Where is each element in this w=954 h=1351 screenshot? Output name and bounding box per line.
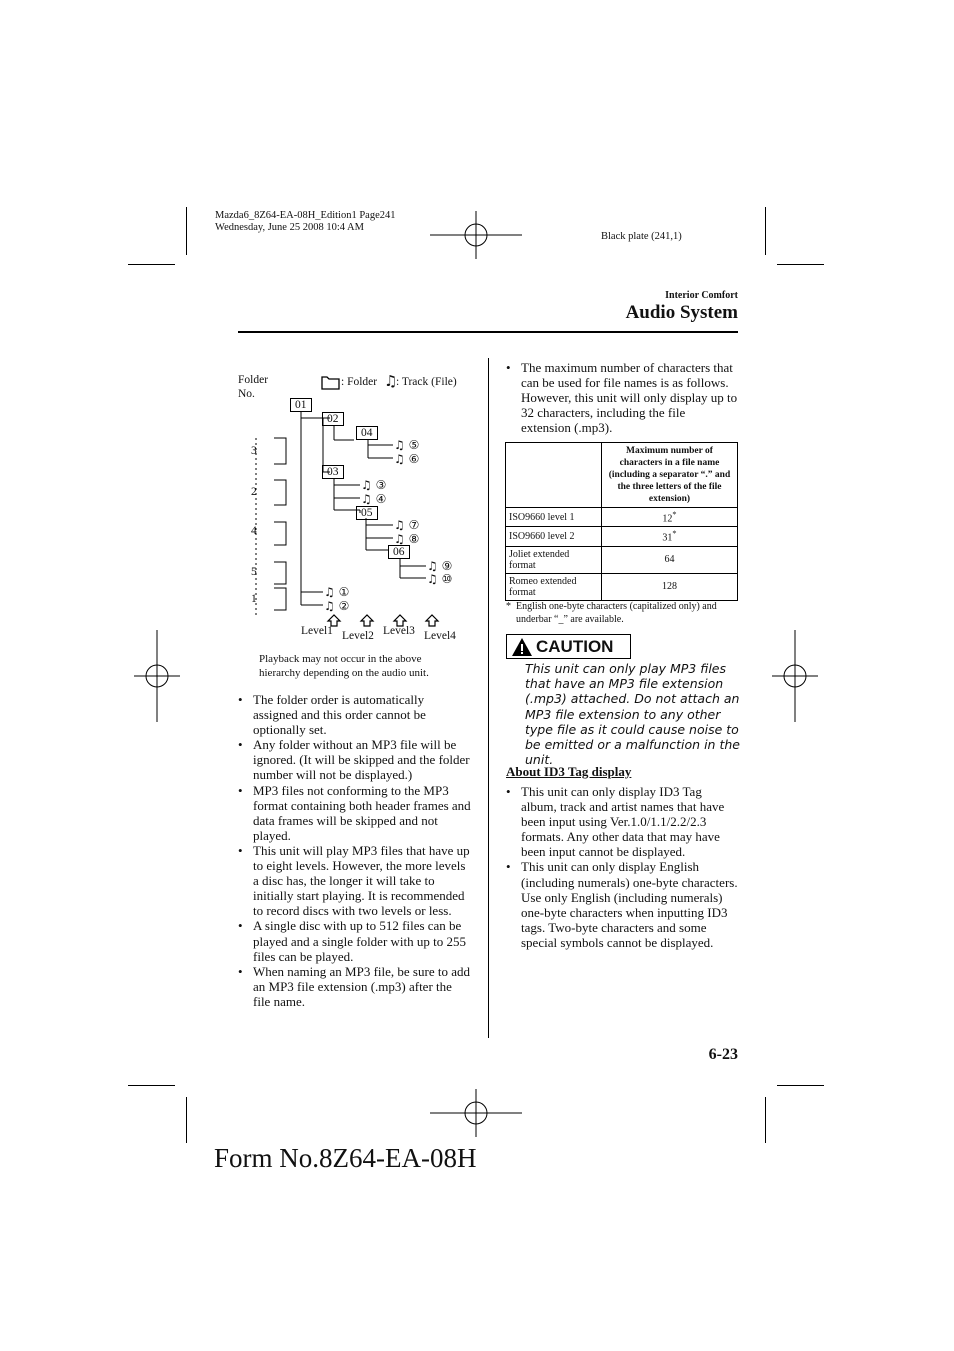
music-note-icon: ♫	[384, 372, 398, 390]
table-row	[506, 527, 738, 546]
format-cell: ISO9660 level 1	[506, 508, 602, 527]
track-item: ♫ ③	[361, 478, 387, 492]
folder-hierarchy-diagram	[238, 360, 478, 690]
page-title: Audio System	[625, 302, 738, 323]
folder-number: 1	[251, 593, 257, 605]
folder-box: 02	[322, 412, 344, 426]
black-plate-label: Black plate (241,1)	[601, 231, 682, 242]
level-label: Level4	[424, 630, 456, 642]
value-cell: 128	[602, 573, 738, 600]
folder-box: 03	[322, 465, 344, 479]
track-item: ♫ ⑩	[427, 572, 453, 586]
value-cell: 31*	[602, 527, 738, 546]
list-item: • A single disc with up to 512 files can be played and a single folder with up to 255 files can be played.	[238, 918, 472, 963]
music-note-icon: ♫	[394, 452, 405, 466]
table-header: Maximum number of characters in a file name (including a separator “.” and the three letters of the file extension)	[602, 443, 738, 508]
column-divider	[488, 358, 489, 1038]
track-item: ♫ ⑥	[394, 452, 420, 466]
music-note-icon: ♫	[361, 478, 372, 492]
legend-track: : Track (File)	[396, 376, 457, 388]
list-item: • MP3 files not conforming to the MP3 format containing both header frames and data frames will be skipped and not played.	[238, 783, 472, 843]
form-number: Form No.8Z64-EA-08H	[214, 1143, 477, 1173]
music-note-icon: ♫	[394, 518, 405, 532]
table-row	[506, 573, 738, 600]
print-header	[215, 210, 396, 234]
title-rule	[238, 331, 738, 333]
level-label: Level2	[342, 630, 374, 642]
folder-number: 3	[251, 445, 257, 457]
format-cell: Joliet extended format	[506, 546, 602, 573]
track-item: ♫ ④	[361, 492, 387, 506]
print-header-line1: Mazda6_8Z64-EA-08H_Edition1 Page241	[215, 210, 396, 221]
table-corner-cell	[506, 443, 602, 508]
level-arrows	[238, 614, 478, 628]
music-note-icon: ♫	[427, 572, 438, 586]
folder-number: 4	[251, 525, 257, 537]
music-note-icon: ♫	[427, 559, 438, 573]
format-cell: Romeo extended format	[506, 573, 602, 600]
folder-number: 5	[251, 566, 257, 578]
list-item: • When naming an MP3 file, be sure to add an MP3 file extension (.mp3) after the file name.	[238, 964, 472, 1009]
list-item: • Any folder without an MP3 file will be ignored. (It will be skipped and the folder number will not be displayed.)	[238, 737, 472, 782]
list-item: • This unit can only display ID3 Tag album, track and artist names that have been input using Ver.1.0/1.1/2.2/2.3 formats. Any other data that may have been input cannot be displayed.	[506, 784, 738, 859]
caution-label: CAUTION	[506, 634, 631, 659]
print-header-line2: Wednesday, June 25 2008 10:4 AM	[215, 222, 364, 233]
value-cell: 64	[602, 546, 738, 573]
list-item: • The maximum number of characters that can be used for file names is as follows. However, this unit will only display up to 32 characters, including the file extension (.mp3).	[506, 360, 738, 435]
folder-box: 05	[356, 506, 378, 520]
diagram-note: Playback may not occur in the above hierarchy depending on the audio unit.	[259, 653, 429, 679]
filename-length-table	[505, 442, 738, 601]
warning-icon	[511, 637, 533, 657]
track-item: ♫ ⑨	[427, 559, 453, 573]
music-note-icon: ♫	[394, 532, 405, 546]
folder-no-label: Folder No.	[238, 374, 269, 400]
track-item: ♫ ⑧	[394, 532, 420, 546]
track-item: ♫ ②	[324, 599, 350, 613]
section-label: Interior Comfort	[665, 290, 738, 301]
folder-number: 2	[251, 486, 257, 498]
music-note-icon: ♫	[324, 599, 335, 613]
folder-box: 04	[356, 426, 378, 440]
table-row	[506, 546, 738, 573]
level-label: Level3	[383, 625, 415, 637]
folder-box: 01	[290, 398, 312, 412]
level-label: Level1	[301, 625, 333, 637]
id3-bullet-list	[506, 784, 738, 950]
list-item: • This unit will play MP3 files that have up to eight levels. However, the more levels a disc has, the longer it will take to initially start playing. It is recommended to record discs with two levels or less.	[238, 843, 472, 918]
music-note-icon: ♫	[394, 438, 405, 452]
left-bullet-list	[238, 692, 472, 1009]
id3-heading: About ID3 Tag display	[506, 764, 632, 779]
track-item: ♫ ⑦	[394, 518, 420, 532]
legend-folder: : Folder	[341, 376, 378, 388]
list-item: • The folder order is automatically assigned and this order cannot be optionally set.	[238, 692, 472, 737]
track-item: ♫ ⑤	[394, 438, 420, 452]
music-note-icon: ♫	[324, 585, 335, 599]
list-item: • This unit can only display English (including numerals) one-byte characters. Use only English (including numerals) one-byte characters when inputting ID3 tags. Two-byte characters and some special symbols cannot be displayed.	[506, 859, 738, 950]
format-cell: ISO9660 level 2	[506, 527, 602, 546]
caution-text: This unit can only play MP3 files that have an MP3 file extension (.mp3) attached. Do not attach an MP3 file extension to any other type file as it could cause noise to be emitted or a malfunction in the unit.	[525, 661, 740, 768]
value-cell: 12*	[602, 508, 738, 527]
right-bullet-list-top	[506, 360, 738, 435]
folder-box: 06	[388, 545, 410, 559]
table-row	[506, 508, 738, 527]
page-number: 6-23	[708, 1046, 738, 1063]
track-item: ♫ ①	[324, 585, 350, 599]
music-note-icon: ♫	[361, 492, 372, 506]
table-footnote: * English one-byte characters (capitalized only) and underbar “_” are available.	[506, 601, 717, 625]
